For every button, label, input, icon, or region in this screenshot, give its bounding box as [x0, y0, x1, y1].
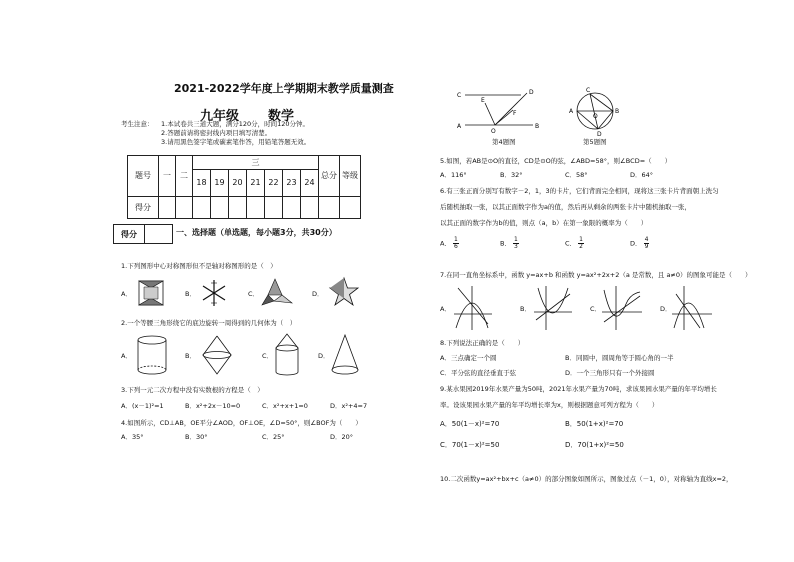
section-score-cell[interactable]	[145, 225, 172, 243]
q2-option-a[interactable]: A．	[121, 352, 132, 360]
q7-graph-a	[452, 284, 494, 332]
q6-option-b-label: B．	[500, 239, 511, 248]
col-q24: 24	[301, 170, 319, 196]
q6-d-den: 9	[644, 243, 649, 250]
q9-option-c[interactable]: C．70(1－x)²=50	[440, 441, 500, 449]
section-score-box	[113, 224, 173, 244]
note-item-1: 1.本试卷共三道大题，满分120分，时间120分钟。	[161, 120, 310, 128]
cone-cylinder-figure	[272, 332, 302, 378]
fig5-label-c: C	[586, 87, 591, 94]
col-part-2: 二	[176, 156, 193, 197]
score-cell[interactable]	[319, 196, 340, 218]
q1-text: 下列图形中心对称图形但不是轴对称图形的是（ ）	[127, 262, 277, 270]
q6-c-num: 1	[579, 236, 583, 243]
q9-option-b[interactable]: B．50(1+x)²=70	[565, 420, 624, 428]
q8-option-b[interactable]: B．同圆中，圆周角等于圆心角的一半	[565, 354, 674, 362]
col-q21: 21	[247, 170, 265, 196]
q6-text-2: 后随机抽取一张，以其正面数字作为a的值，然后再从剩余的两张卡片中随机抽取一张，	[440, 203, 691, 211]
fig4-label-f: F	[513, 110, 517, 117]
figure-4	[455, 85, 545, 135]
q5-text: 如图，若AB是⊙O的直径，CD是⊙O的弦，∠ABD=58°，则∠BCD=（ ）	[446, 157, 672, 165]
fig5-label-d: D	[597, 131, 602, 136]
q1-option-c[interactable]: C．	[248, 290, 260, 298]
q10-text: 二次函数y=ax²+bx+c（a≠0）的部分图象如图所示，图象过点（－1，0），对称轴为直线x=2，	[450, 475, 733, 483]
q2-option-d[interactable]: D．	[318, 352, 330, 360]
q6-c-den: 2	[579, 243, 583, 250]
page-title: 2021-2022学年度上学期期末教学质量测查	[174, 82, 394, 95]
q3-text: 下列一元二次方程中没有实数根的方程是（ ）	[127, 386, 264, 394]
notes-label: 考生注意：	[121, 120, 154, 128]
col-q22: 22	[265, 170, 283, 196]
q1-option-a[interactable]: A．	[121, 290, 132, 298]
q8-option-c[interactable]: C．平分弦的直径垂直于弦	[440, 369, 517, 377]
q1-option-d[interactable]: D．	[312, 290, 324, 298]
q6-b-num: 1	[514, 236, 518, 243]
q5-option-b[interactable]: B．32°	[500, 171, 523, 179]
double-cone-figure	[200, 334, 234, 376]
q6-a-num: 1	[454, 236, 458, 243]
q6-option-d[interactable]	[630, 237, 649, 250]
col-part-1: 一	[159, 156, 176, 197]
q2-option-b[interactable]: B．	[185, 352, 196, 360]
q3-option-d[interactable]: D．x²+4=7	[330, 402, 368, 410]
grade-label: 九年级	[200, 109, 240, 124]
q8-text: 下列说法正确的是（ ）	[446, 339, 525, 347]
fig5-label-o: O	[593, 113, 598, 120]
score-cell[interactable]	[159, 196, 176, 218]
q7-graph-d	[670, 284, 714, 332]
q6-d-num: 4	[644, 236, 649, 243]
q2-option-c[interactable]: C．	[262, 352, 274, 360]
star-figure	[328, 276, 360, 308]
q4-option-d[interactable]: D．20°	[330, 433, 354, 441]
q5-option-c[interactable]: C．58°	[565, 171, 588, 179]
q7-text: 在同一直角坐标系中，函数 y=ax+b 和函数 y=ax²+2x+2（a 是常数，且 a≠0）的图象可能是（ ）	[446, 271, 752, 279]
q5-option-d[interactable]: D．64°	[630, 171, 654, 179]
q1-num: 1.	[121, 262, 128, 270]
q2-text: 一个等腰三角形绕它的底边旋转一周得到的几何体为（ ）	[127, 319, 297, 327]
fig5-label-b: B	[615, 108, 620, 115]
q6-option-a-label: A．	[440, 239, 451, 248]
q9-num: 9.	[440, 385, 447, 393]
q6-option-c[interactable]	[565, 237, 584, 250]
q9-text-2: 率。设该果园水果产量的年平均增长率为x，则根据题意可列方程为（ ）	[440, 401, 659, 409]
q3-option-b[interactable]: B．x²+2x－10=0	[185, 402, 241, 410]
col-q18: 18	[193, 170, 211, 196]
score-cell[interactable]	[193, 196, 211, 218]
fig4-label-c: C	[457, 92, 462, 99]
q9-text-1: 某水果园2019年水果产量为50吨，2021年水果产量为70吨，求该果园水果产量的年平均增长	[446, 385, 717, 393]
q8-num: 8.	[440, 339, 447, 347]
cone-figure	[329, 332, 361, 378]
col-q23: 23	[283, 170, 301, 196]
fig4-label-o: O	[491, 128, 496, 135]
score-cell[interactable]	[301, 196, 319, 218]
q8-option-a[interactable]: A．三点确定一个圆	[440, 354, 497, 362]
q9-option-d[interactable]: D．70(1+x)²=50	[565, 441, 624, 449]
q7-option-a[interactable]: A．	[440, 305, 451, 313]
q7-num: 7.	[440, 271, 447, 279]
section-score-label: 得分	[114, 225, 145, 243]
q1-option-b[interactable]: B．	[185, 290, 196, 298]
fig5-caption: 第5题图	[583, 138, 607, 146]
col-q19: 19	[211, 170, 229, 196]
q6-option-c-label: C．	[565, 239, 577, 248]
q4-option-c[interactable]: C．25°	[262, 433, 285, 441]
col-total: 总分	[319, 156, 340, 197]
fig4-caption: 第4题图	[492, 138, 516, 146]
score-cell[interactable]	[340, 196, 361, 218]
q3-num: 3.	[121, 386, 128, 394]
score-cell[interactable]	[247, 196, 265, 218]
q3-option-a[interactable]: A．(x－1)²=1	[121, 402, 164, 410]
note-item-2: 2.答题前请将密封线内项目填写清楚。	[161, 129, 272, 137]
pinwheel-square-figure	[136, 278, 166, 308]
q4-num: 4.	[121, 419, 128, 427]
score-cell[interactable]	[283, 196, 301, 218]
score-table	[127, 155, 361, 219]
q6-option-b[interactable]	[500, 237, 519, 250]
q4-text: 如图所示，CD⊥AB，OE平分∠AOD，OF⊥OE，∠D=50°，则∠BOF为（ ）	[127, 419, 362, 427]
q7-graph-b	[532, 284, 574, 332]
origami-figure	[260, 275, 294, 309]
col-part-3: 三	[193, 156, 319, 170]
row-label-number: 题号	[128, 156, 159, 197]
q6-b-den: 3	[514, 243, 518, 250]
figure-5	[568, 86, 622, 136]
q6-a-den: 6	[454, 243, 458, 250]
fig5-label-a: A	[569, 108, 574, 115]
score-cell[interactable]	[229, 196, 247, 218]
q6-num: 6.	[440, 187, 447, 195]
q2-num: 2.	[121, 319, 128, 327]
q6-option-a[interactable]	[440, 237, 459, 250]
section-title: 一、选择题（单选题，每小题3分，共30分）	[176, 228, 337, 237]
fig4-label-d: D	[529, 89, 534, 96]
cylinder-figure	[134, 334, 170, 376]
fig4-label-b: B	[535, 123, 540, 130]
q7-option-b[interactable]: B．	[520, 305, 531, 313]
fig4-label-a: A	[457, 123, 462, 130]
score-cell[interactable]	[265, 196, 283, 218]
q8-option-d[interactable]: D．一个三角形只有一个外接圆	[565, 369, 655, 377]
score-cell[interactable]	[211, 196, 229, 218]
q6-text-3: 以其正面的数字作为b的值，则点（a，b）在第一象限的概率为（ ）	[440, 219, 648, 227]
subject-label: 数学	[268, 109, 295, 124]
q5-num: 5.	[440, 157, 447, 165]
note-item-3: 3.请用黑色签字笔或碳素笔作答，用铅笔答题无效。	[161, 138, 311, 146]
q7-option-c[interactable]: C．	[590, 305, 602, 313]
q5-option-a[interactable]: A．116°	[440, 171, 467, 179]
q9-option-a[interactable]: A．50(1－x)²=70	[440, 420, 500, 428]
q10-num: 10.	[440, 475, 451, 483]
q6-option-d-label: D．	[630, 239, 642, 248]
snowflake-figure	[199, 278, 229, 308]
q4-option-b[interactable]: B．30°	[185, 433, 208, 441]
row-label-score: 得分	[128, 196, 159, 218]
score-cell[interactable]	[176, 196, 193, 218]
col-level: 等级	[340, 156, 361, 197]
fig4-label-e: E	[481, 97, 485, 104]
q3-option-c[interactable]: C．x²+x+1=0	[262, 402, 308, 410]
q6-text-1: 有三张正面分别写有数字－2，1，3的卡片，它们背面完全相同，现将这三张卡片背面朝上洗匀	[446, 187, 719, 195]
col-q20: 20	[229, 170, 247, 196]
q7-option-d[interactable]: D．	[660, 305, 672, 313]
q4-option-a[interactable]: A．35°	[121, 433, 144, 441]
q7-graph-c	[600, 284, 644, 332]
